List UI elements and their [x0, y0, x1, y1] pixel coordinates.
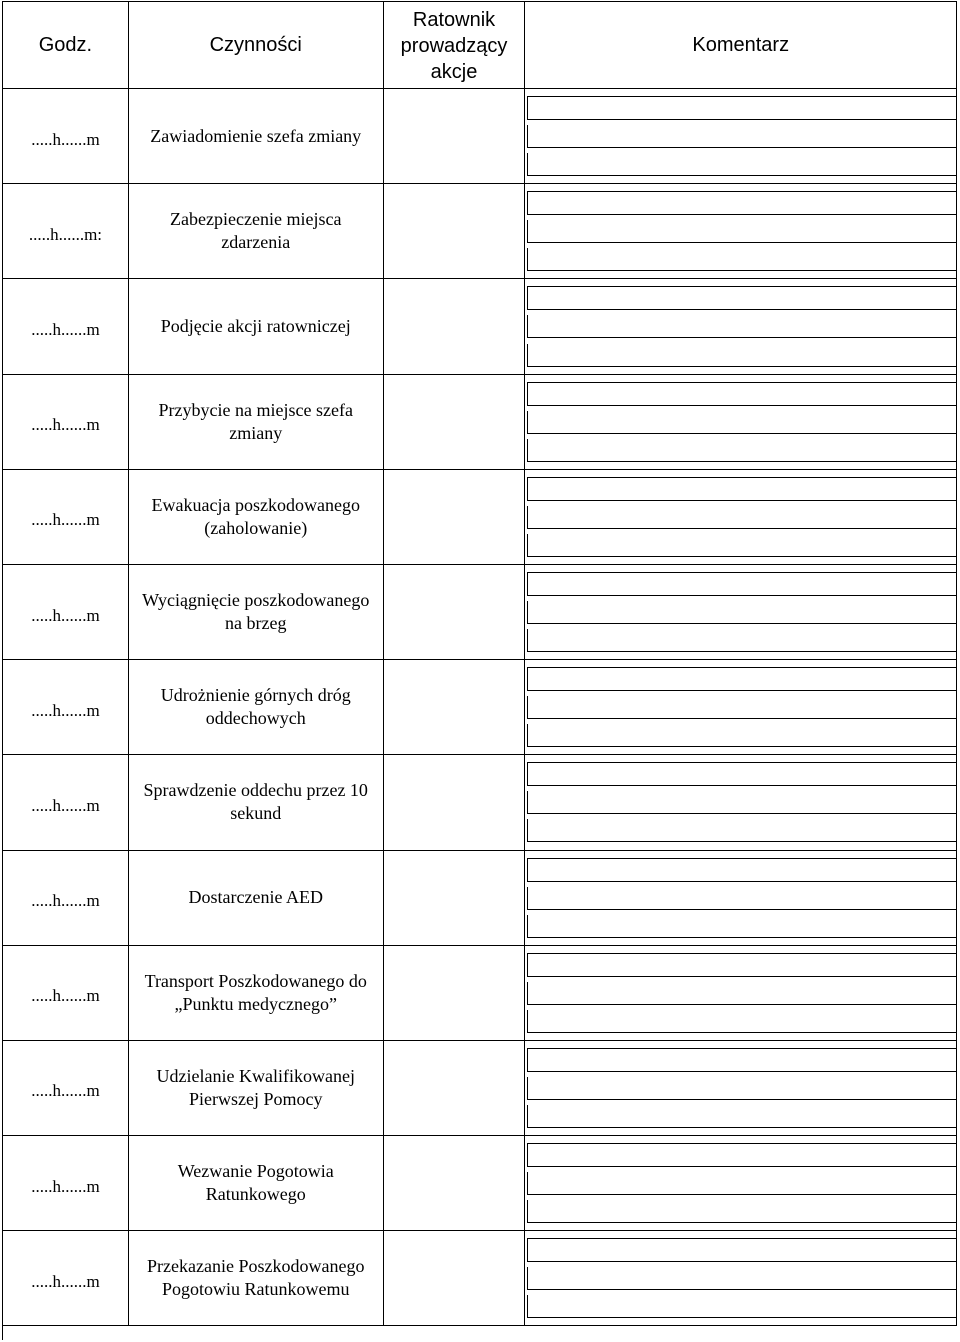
comment-line[interactable] [527, 819, 957, 842]
activity-cell: Przekazanie Poszkodowanego Pogotowiu Ratunkowemu [129, 1231, 384, 1325]
activity-cell: Wyciągnięcie poszkodowanego na brzeg [129, 565, 384, 659]
comment-line[interactable] [527, 220, 957, 243]
table-row [3, 1231, 957, 1326]
comment-line[interactable] [527, 1238, 957, 1262]
comment-line[interactable] [527, 411, 957, 434]
comment-cell [525, 279, 957, 373]
time-cell[interactable]: .....h......m [3, 1231, 129, 1325]
activity-cell: Podjęcie akcji ratowniczej [129, 279, 384, 373]
comment-line[interactable] [527, 1077, 957, 1100]
comment-line[interactable] [527, 477, 957, 501]
table-row [3, 279, 957, 374]
comment-line[interactable] [527, 724, 957, 747]
activity-cell: Sprawdzenie oddechu przez 10 sekund [129, 755, 384, 849]
table-row [3, 946, 957, 1041]
action-log-table [2, 1, 957, 1340]
rescuer-cell[interactable] [384, 375, 526, 469]
comment-cell [525, 1136, 957, 1230]
comment-line[interactable] [527, 1048, 957, 1072]
comment-line[interactable] [527, 762, 957, 786]
comment-line[interactable] [527, 1172, 957, 1195]
activity-cell: Przybycie na miejsce szefa zmiany [129, 375, 384, 469]
comment-cell [525, 184, 957, 278]
comment-cell [525, 755, 957, 849]
time-cell[interactable]: .....h......m: [3, 184, 129, 278]
comment-line[interactable] [527, 315, 957, 338]
table-header [3, 2, 957, 89]
activity-cell: Transport Poszkodowanego do „Punktu medycznego” [129, 946, 384, 1040]
activity-cell: Dostarczenie AED [129, 851, 384, 945]
time-cell[interactable]: .....h......m [3, 470, 129, 564]
rescuer-cell[interactable] [384, 184, 526, 278]
header-rescuer-text: Ratownik prowadzący akcje [400, 9, 508, 83]
comment-cell [525, 1041, 957, 1135]
comment-line[interactable] [527, 601, 957, 624]
table-row [3, 1041, 957, 1136]
rescuer-cell[interactable] [384, 1041, 526, 1135]
time-cell[interactable]: .....h......m [3, 89, 129, 183]
comment-line[interactable] [527, 534, 957, 557]
comment-line[interactable] [527, 1200, 957, 1223]
header-time: Godz. [3, 2, 129, 88]
rescuer-cell[interactable] [384, 1231, 526, 1325]
time-cell[interactable]: .....h......m [3, 375, 129, 469]
comment-line[interactable] [527, 1105, 957, 1128]
rescuer-cell[interactable] [384, 565, 526, 659]
comment-cell [525, 660, 957, 754]
activity-cell: Ewakuacja poszkodowanego (zaholowanie) [129, 470, 384, 564]
comment-line[interactable] [527, 153, 957, 176]
activity-cell: Wezwanie Pogotowia Ratunkowego [129, 1136, 384, 1230]
time-cell[interactable]: .....h......m [3, 279, 129, 373]
comment-line[interactable] [527, 1143, 957, 1167]
rescuer-cell[interactable] [384, 660, 526, 754]
comment-line[interactable] [527, 248, 957, 271]
time-cell[interactable]: .....h......m [3, 660, 129, 754]
comment-line[interactable] [527, 96, 957, 120]
comment-cell [525, 470, 957, 564]
comment-line[interactable] [527, 629, 957, 652]
comment-line[interactable] [527, 915, 957, 938]
table-row [3, 755, 957, 850]
table-row [3, 470, 957, 565]
comment-line[interactable] [527, 572, 957, 596]
comment-line[interactable] [527, 982, 957, 1005]
activity-cell: Zawiadomienie szefa zmiany [129, 89, 384, 183]
comment-line[interactable] [527, 791, 957, 814]
comment-line[interactable] [527, 1010, 957, 1033]
comment-line[interactable] [527, 382, 957, 406]
rescuer-cell[interactable] [384, 279, 526, 373]
comment-line[interactable] [527, 1267, 957, 1290]
rescuer-cell[interactable] [384, 946, 526, 1040]
comment-cell [525, 565, 957, 659]
comment-line[interactable] [527, 439, 957, 462]
time-cell[interactable]: .....h......m [3, 1041, 129, 1135]
time-cell[interactable]: .....h......m [3, 755, 129, 849]
header-comment: Komentarz [525, 2, 957, 88]
time-cell[interactable]: .....h......m [3, 1136, 129, 1230]
table-row [3, 565, 957, 660]
comment-line[interactable] [527, 887, 957, 910]
comment-line[interactable] [527, 344, 957, 367]
comment-line[interactable] [527, 696, 957, 719]
comment-line[interactable] [527, 858, 957, 882]
comment-line[interactable] [527, 191, 957, 215]
comment-line[interactable] [527, 506, 957, 529]
header-activity: Czynności [129, 2, 384, 88]
rescuer-cell[interactable] [384, 755, 526, 849]
time-cell[interactable]: .....h......m [3, 946, 129, 1040]
comment-line[interactable] [527, 125, 957, 148]
header-rescuer [384, 2, 526, 88]
comment-cell [525, 946, 957, 1040]
rescuer-cell[interactable] [384, 851, 526, 945]
rescuer-cell[interactable] [384, 470, 526, 564]
comment-line[interactable] [527, 953, 957, 977]
comment-cell [525, 375, 957, 469]
table-row [3, 851, 957, 946]
comment-line[interactable] [527, 286, 957, 310]
activity-cell: Udrożnienie górnych dróg oddechowych [129, 660, 384, 754]
comment-line[interactable] [527, 1295, 957, 1318]
table-row [3, 375, 957, 470]
activity-cell: Zabezpieczenie miejsca zdarzenia [129, 184, 384, 278]
rescuer-cell[interactable] [384, 1136, 526, 1230]
comment-line[interactable] [527, 667, 957, 691]
time-cell[interactable]: .....h......m [3, 565, 129, 659]
table-row [3, 1136, 957, 1231]
comment-cell [525, 1231, 957, 1325]
activity-cell: Udzielanie Kwalifikowanej Pierwszej Pomocy [129, 1041, 384, 1135]
comment-cell [525, 851, 957, 945]
comment-cell [525, 89, 957, 183]
time-cell[interactable]: .....h......m [3, 851, 129, 945]
table-row [3, 89, 957, 184]
rescuer-cell[interactable] [384, 89, 526, 183]
table-row [3, 184, 957, 279]
table-row [3, 660, 957, 755]
